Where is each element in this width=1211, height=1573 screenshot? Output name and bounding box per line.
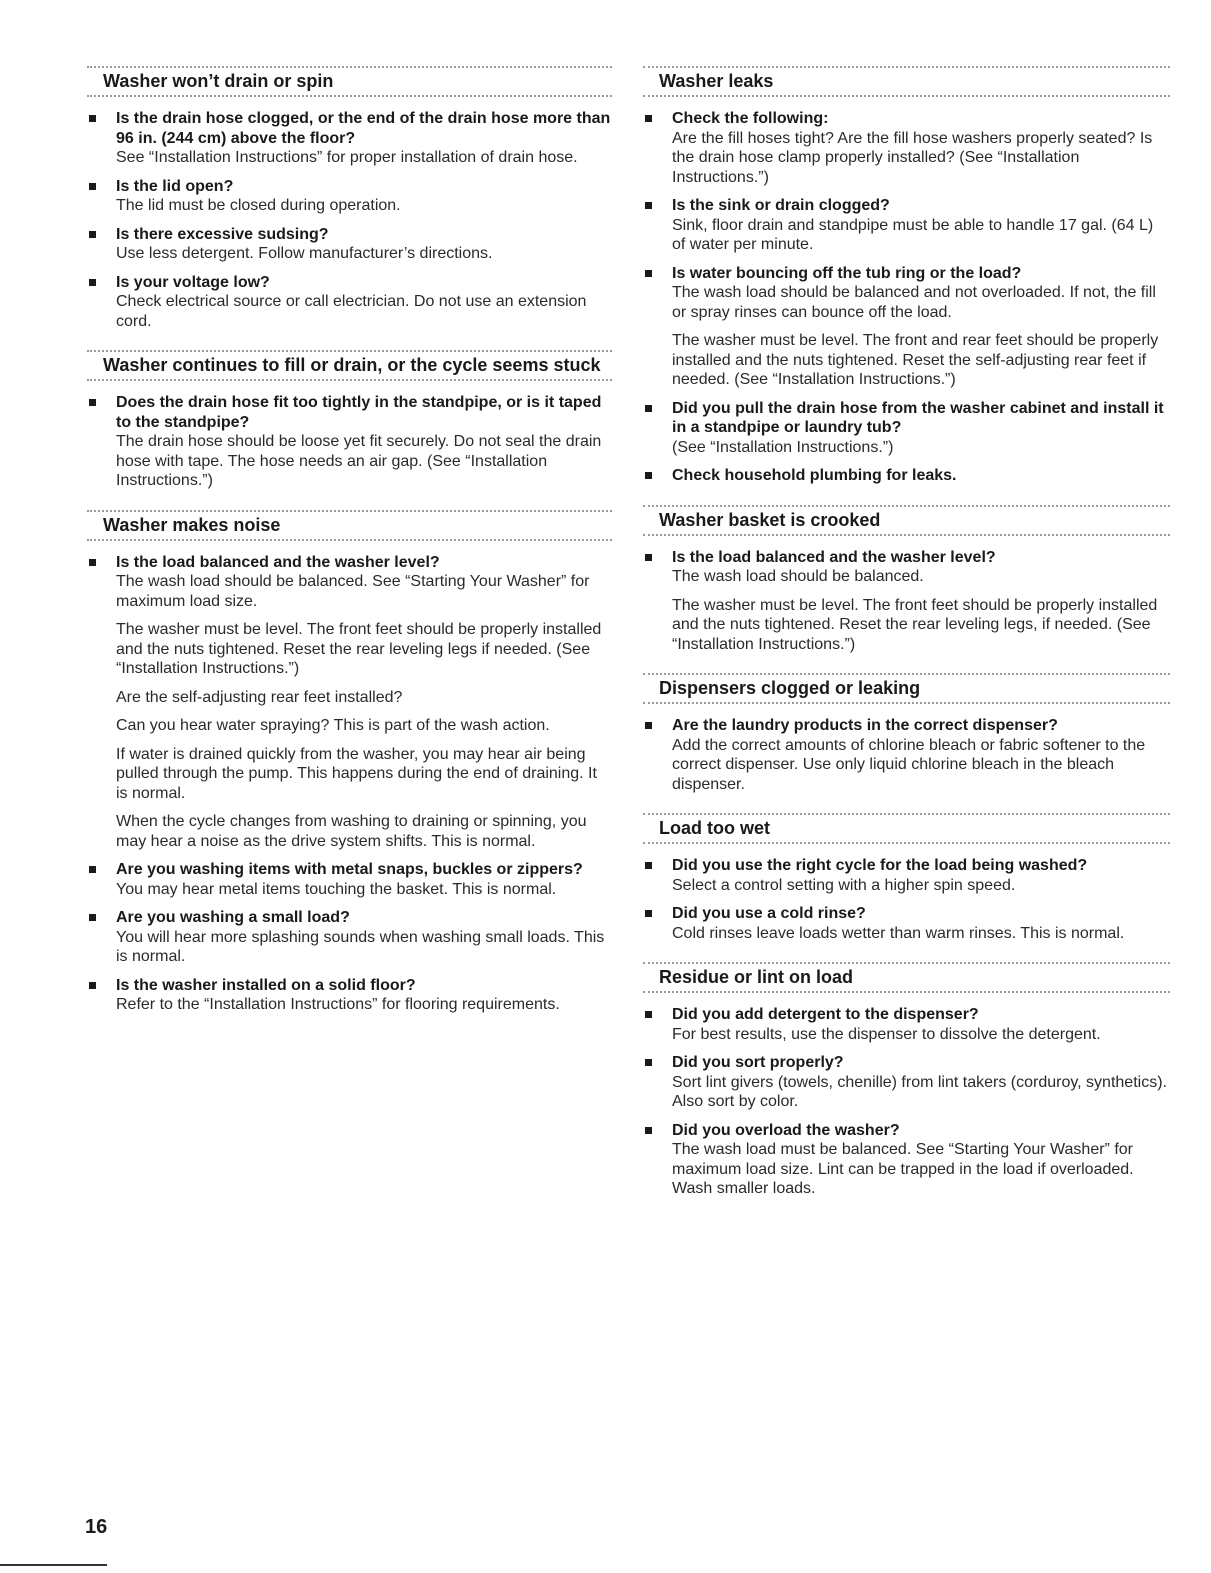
square-bullet-icon	[645, 1011, 652, 1018]
square-bullet-icon	[645, 405, 652, 412]
section-residue-or-lint-on-load	[643, 962, 1170, 1218]
square-bullet-icon	[645, 862, 652, 869]
question-item	[643, 716, 1170, 794]
page-number: 16	[85, 1516, 108, 1538]
square-bullet-icon	[645, 202, 652, 209]
question-text: Is the lid open?	[116, 177, 234, 195]
answer-text: Can you hear water spraying? This is part of the wash action.	[116, 717, 550, 734]
question-list	[643, 993, 1170, 1218]
answer-text: Sink, floor drain and standpipe must be able to handle 17 gal. (64 L) of water per minute.	[672, 216, 1154, 253]
section-heading: Washer leaks	[643, 66, 1170, 97]
section-washer-makes-noise	[87, 510, 612, 1034]
section-heading: Washer makes noise	[87, 510, 612, 541]
question-list	[87, 381, 612, 510]
answer-text: Check electrical source or call electrician. Do not use an extension cord.	[116, 293, 587, 330]
square-bullet-icon	[89, 183, 96, 190]
square-bullet-icon	[645, 1127, 652, 1134]
answer-text: You will hear more splashing sounds when washing small loads. This is normal.	[116, 928, 605, 965]
question-item	[643, 1005, 1170, 1044]
corner-rule	[0, 1564, 107, 1566]
question-item	[643, 466, 1170, 486]
question-item	[87, 177, 612, 216]
question-text: Did you sort properly?	[672, 1054, 844, 1071]
question-list	[643, 536, 1170, 674]
square-bullet-icon	[645, 1059, 652, 1066]
section-washer-basket-is-crooked	[643, 505, 1170, 674]
square-bullet-icon	[645, 270, 652, 277]
question-item	[87, 273, 612, 332]
answer-text: Add the correct amounts of chlorine bleach or fabric softener to the correct dispenser. Use only liquid chlorine bleach in the bleach dispenser.	[672, 736, 1146, 793]
question-list	[643, 844, 1170, 962]
square-bullet-icon	[89, 115, 96, 122]
answer-text: Sort lint givers (towels, chenille) from lint takers (corduroy, synthetics). Also sort by color.	[672, 1073, 1167, 1110]
answer-text: You may hear metal items touching the basket. This is normal.	[116, 880, 557, 898]
question-text: Are the laundry products in the correct dispenser?	[672, 717, 1058, 734]
section-dispensers-clogged-or-leaking	[643, 673, 1170, 813]
question-item	[87, 553, 612, 852]
answer-text: The wash load should be balanced.	[672, 568, 924, 585]
square-bullet-icon	[89, 231, 96, 238]
question-item	[643, 1121, 1170, 1199]
question-text: Check the following:	[672, 110, 829, 127]
question-text: Is the sink or drain clogged?	[672, 197, 890, 214]
right-column	[643, 66, 1170, 1218]
question-text: Is the drain hose clogged, or the end of the drain hose more than 96 in. (244 cm) above the floor?	[116, 110, 611, 147]
question-item	[643, 196, 1170, 255]
answer-text: The wash load must be balanced. See “Starting Your Washer” for maximum load size. Lint can be trapped in the load if overloaded. Wash smaller loads.	[672, 1141, 1134, 1197]
section-load-too-wet	[643, 813, 1170, 962]
question-item	[87, 976, 612, 1015]
question-list	[87, 97, 612, 350]
left-column	[87, 66, 612, 1034]
question-text: Are you washing items with metal snaps, buckles or zippers?	[116, 861, 583, 878]
question-list	[87, 541, 612, 1034]
answer-text: Select a control setting with a higher spin speed.	[672, 876, 1016, 894]
question-text: Did you overload the washer?	[672, 1121, 900, 1139]
section-washer-won-t-drain-or-spin	[87, 66, 612, 350]
question-item	[87, 393, 612, 491]
section-heading: Load too wet	[643, 813, 1170, 844]
section-heading: Washer continues to fill or drain, or the cycle seems stuck	[87, 350, 612, 381]
square-bullet-icon	[645, 722, 652, 729]
square-bullet-icon	[645, 115, 652, 122]
question-text: Is there excessive sudsing?	[116, 225, 329, 243]
question-text: Did you use a cold rinse?	[672, 905, 866, 922]
question-text: Did you add detergent to the dispenser?	[672, 1006, 979, 1023]
section-heading: Dispensers clogged or leaking	[643, 673, 1170, 704]
square-bullet-icon	[89, 559, 96, 566]
question-text: Did you use the right cycle for the load being washed?	[672, 857, 1088, 874]
square-bullet-icon	[645, 910, 652, 917]
square-bullet-icon	[89, 982, 96, 989]
question-text: Is the load balanced and the washer level?	[116, 553, 440, 571]
square-bullet-icon	[89, 399, 96, 406]
question-item	[87, 109, 612, 168]
question-item	[643, 399, 1170, 458]
question-text: Is the load balanced and the washer level?	[672, 548, 996, 566]
answer-text: Are the self-adjusting rear feet installed?	[116, 688, 403, 706]
answer-text: For best results, use the dispenser to dissolve the detergent.	[672, 1025, 1101, 1043]
question-text: Does the drain hose fit too tightly in the standpipe, or is it taped to the standpipe?	[116, 394, 602, 431]
section-washer-leaks	[643, 66, 1170, 505]
question-text: Is the washer installed on a solid floor?	[116, 976, 416, 994]
answer-text: Are the fill hoses tight? Are the fill hose washers properly seated? Is the drain hose clamp properly installed? (See “Installation Instructions.”)	[672, 129, 1153, 186]
answer-text: If water is drained quickly from the washer, you may hear air being pulled through the pump. This happens during the end of draining. It is normal.	[116, 745, 597, 802]
question-item	[643, 904, 1170, 943]
question-list	[643, 704, 1170, 813]
answer-text: The wash load should be balanced. See “Starting Your Washer” for maximum load size.	[116, 573, 590, 610]
answer-text: Use less detergent. Follow manufacturer’s directions.	[116, 245, 493, 262]
answer-text: (See “Installation Instructions.”)	[672, 438, 894, 456]
question-text: Are you washing a small load?	[116, 909, 350, 926]
square-bullet-icon	[89, 914, 96, 921]
square-bullet-icon	[645, 472, 652, 479]
question-item	[643, 1053, 1170, 1112]
answer-text: The lid must be closed during operation.	[116, 197, 401, 214]
question-list	[643, 97, 1170, 505]
section-heading: Residue or lint on load	[643, 962, 1170, 993]
answer-text: Refer to the “Installation Instructions” for flooring requirements.	[116, 996, 560, 1013]
answer-text: The washer must be level. The front feet should be properly installed and the nuts tightened. Reset the rear leveling legs, if needed. (See “Installation Instructions.”)	[672, 596, 1158, 653]
question-item	[643, 856, 1170, 895]
answer-text: When the cycle changes from washing to draining or spinning, you may hear a noise as the drive system shifts. This is normal.	[116, 813, 587, 850]
section-washer-continues-to-fill-or-drain-or-the	[87, 350, 612, 510]
question-item	[87, 908, 612, 967]
question-item	[643, 109, 1170, 187]
square-bullet-icon	[645, 554, 652, 561]
answer-text: The washer must be level. The front and rear feet should be properly installed and the nuts tightened. Reset the self-adjusting rear feet if needed. (See “Installation Instructions.”)	[672, 332, 1159, 388]
section-heading: Washer basket is crooked	[643, 505, 1170, 536]
question-text: Is water bouncing off the tub ring or the load?	[672, 264, 1022, 282]
question-text: Did you pull the drain hose from the washer cabinet and install it in a standpipe or laundry tub?	[672, 399, 1164, 436]
question-item	[87, 225, 612, 264]
question-item	[643, 264, 1170, 390]
answer-text: See “Installation Instructions” for proper installation of drain hose.	[116, 149, 578, 166]
answer-text: The wash load should be balanced and not overloaded. If not, the fill or spray rinses can bounce off the load.	[672, 284, 1156, 321]
answer-text: The washer must be level. The front feet should be properly installed and the nuts tightened. Reset the rear leveling legs if needed. (See “Installation Instructions.”)	[116, 621, 602, 677]
question-item	[643, 548, 1170, 655]
answer-text: Cold rinses leave loads wetter than warm rinses. This is normal.	[672, 924, 1125, 942]
question-text: Check household plumbing for leaks.	[672, 467, 957, 484]
question-item	[87, 860, 612, 899]
square-bullet-icon	[89, 866, 96, 873]
answer-text: The drain hose should be loose yet fit securely. Do not seal the drain hose with tape. The hose needs an air gap. (See “Installation Instructions.”)	[116, 433, 602, 489]
question-text: Is your voltage low?	[116, 273, 270, 291]
square-bullet-icon	[89, 279, 96, 286]
section-heading: Washer won’t drain or spin	[87, 66, 612, 97]
